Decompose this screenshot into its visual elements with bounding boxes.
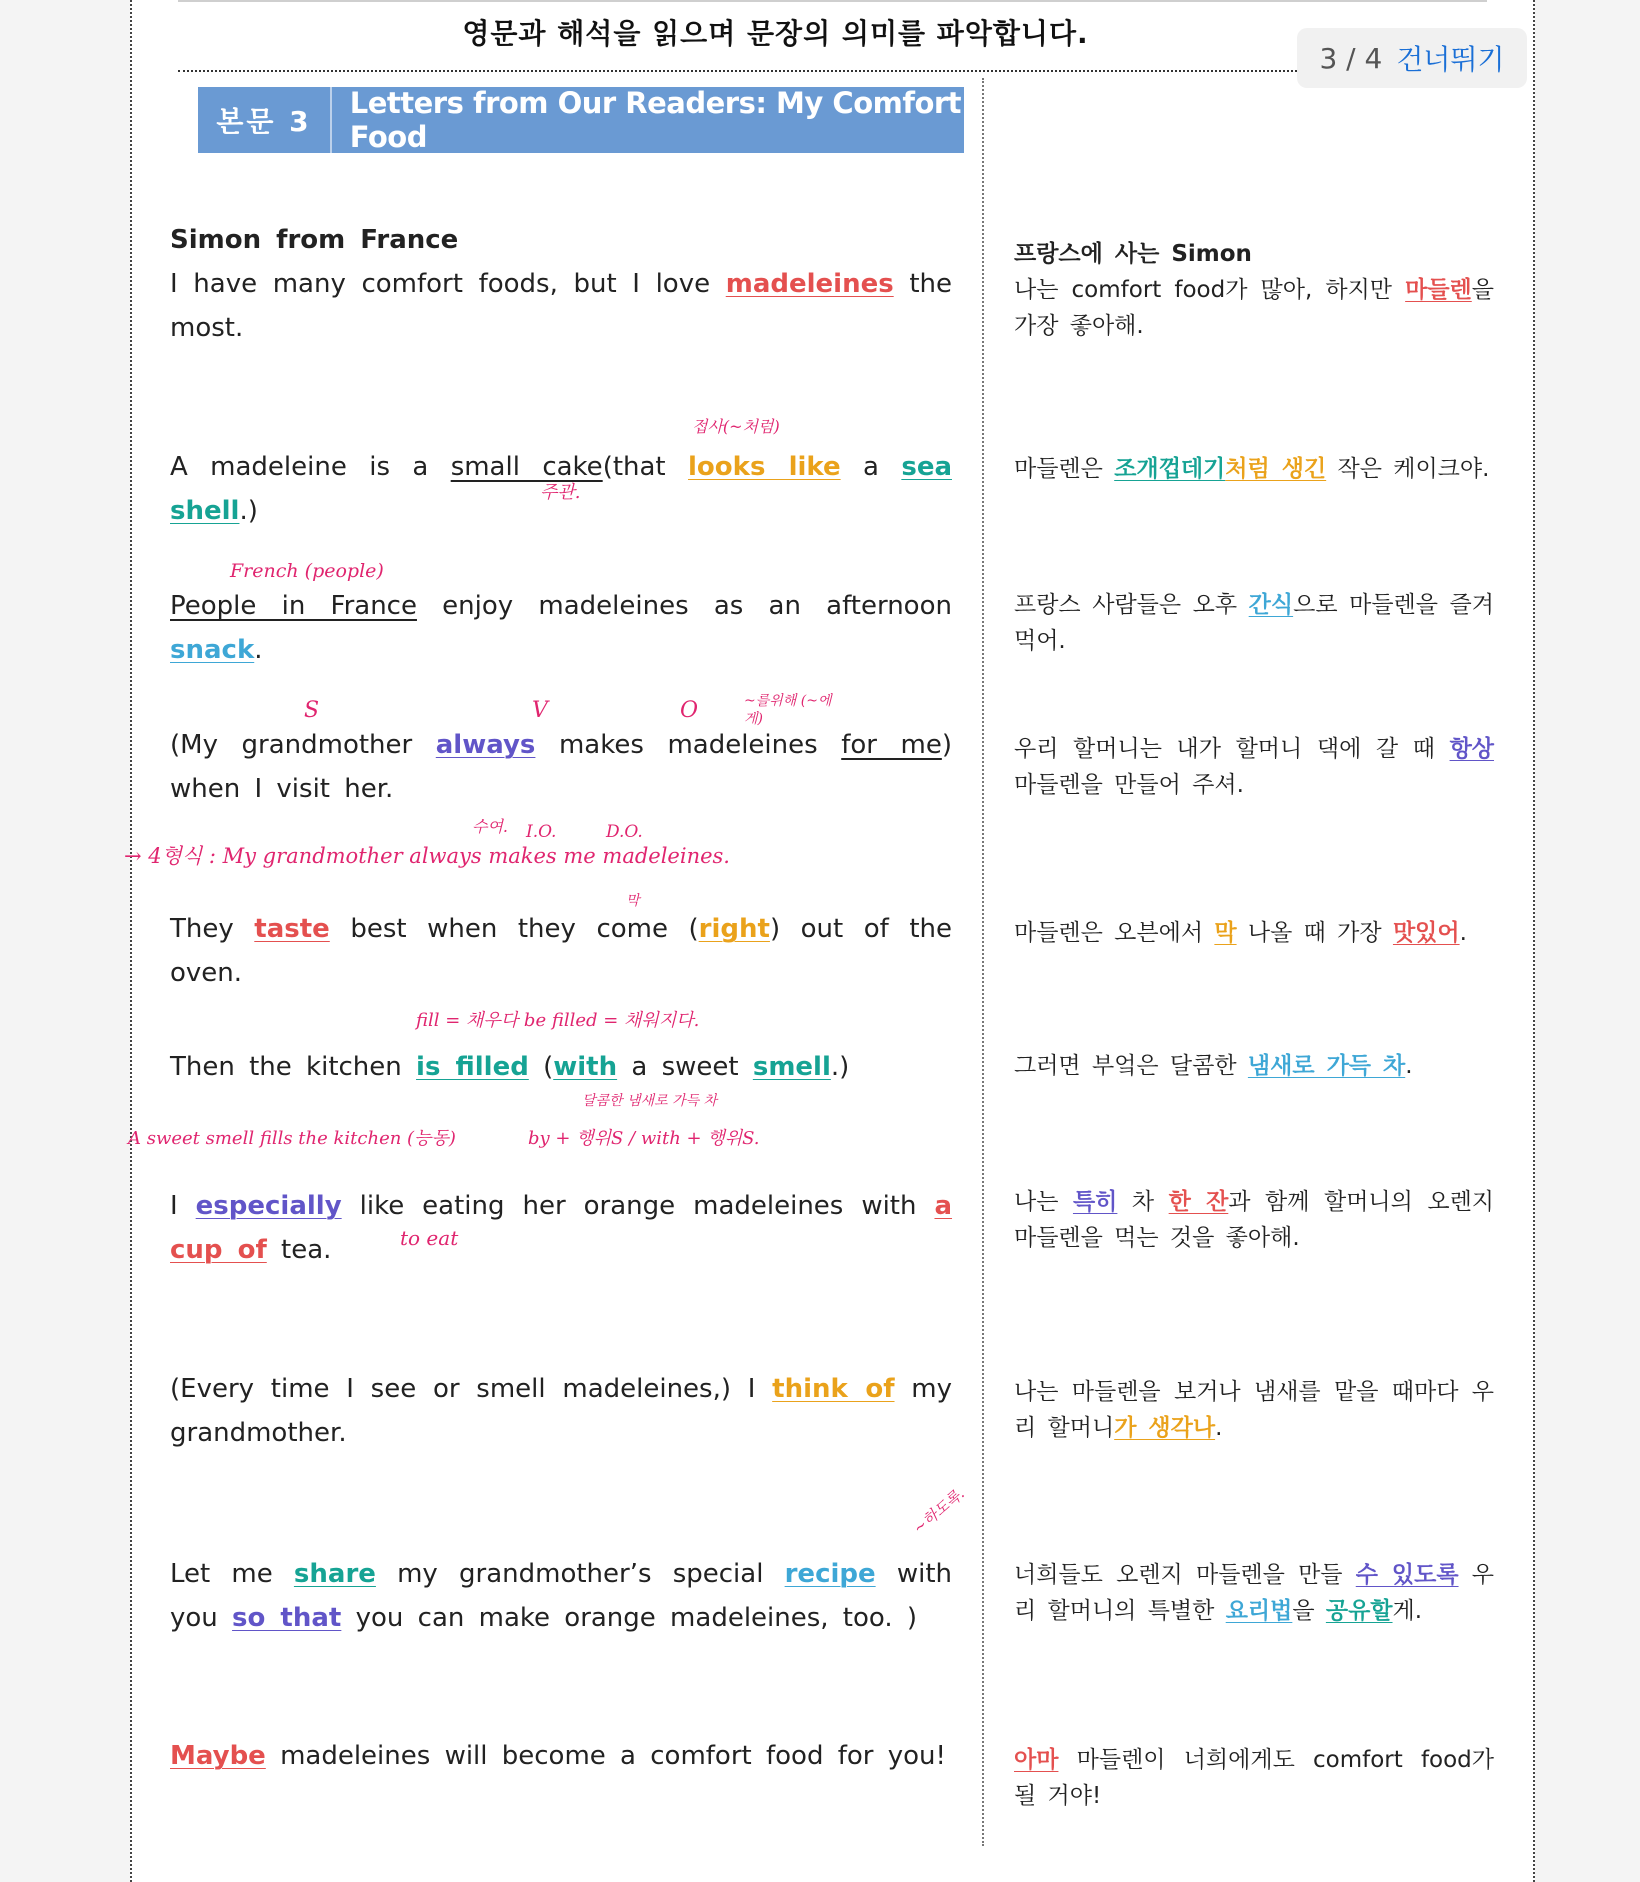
english-sentence-6: Then the kitchen is filled (with a sweet smell.): [170, 1052, 850, 1082]
annotation-subject: S: [304, 698, 320, 723]
english-sentence-1: I have many comfort foods, but I love madeleines the most.: [170, 269, 952, 343]
lesson-number: 본문 3: [216, 105, 312, 138]
annotation-active-voice: A sweet smell fills the kitchen (능동): [128, 1128, 456, 1149]
annotation-indirect-object: I.O.: [526, 822, 557, 842]
korean-sentence-4: 우리 할머니는 내가 할머니 댁에 갈 때 항상 마들렌을 만들어 주셔.: [1014, 736, 1494, 798]
annotation-for-me: ~를위해 (~에게): [744, 693, 832, 727]
korean-sentence-1: 나는 comfort food가 많아, 하지만 마들렌을 가장 좋아해.: [1014, 277, 1494, 339]
instruction-divider: [178, 70, 1373, 72]
instruction-text: 영문과 해석을 읽으며 문장의 의미를 파악합니다.: [462, 17, 1089, 50]
korean-title: 프랑스에 사는 Simon: [1014, 241, 1252, 267]
annotation-fill: fill = 채우다 be filled = 채워지다.: [416, 1010, 700, 1031]
column-divider: [982, 78, 984, 1846]
english-sentence-2: A madeleine is a small cake(that looks like a sea shell.): [170, 452, 952, 526]
annotation-verb: V: [532, 698, 548, 723]
worksheet-page: [124, 0, 1535, 1882]
korean-sentence-10: 아마 마들렌이 너희에게도 comfort food가 될 거야!: [1014, 1747, 1494, 1809]
annotation-by-with: by + 행위S / with + 행위S.: [528, 1128, 760, 1149]
annotation-sweet-smell: 달콤한 냄새로 가득 차: [582, 1093, 718, 1109]
lesson-title: Letters from Our Readers: My Comfort Food: [349, 86, 962, 154]
annotation-relative: 주관.: [540, 482, 581, 503]
korean-sentence-2: 마들렌은 조개껍데기처럼 생긴 작은 케이크야.: [1014, 456, 1490, 482]
english-sentence-10: Maybe madeleines will become a comfort food for you!: [170, 1741, 946, 1771]
skip-button[interactable]: 건너뛰기: [1396, 43, 1505, 76]
annotation-so-that: ~하도록.: [909, 1484, 968, 1538]
korean-sentence-6: 그러면 부엌은 달콤한 냄새로 가득 차.: [1014, 1053, 1413, 1079]
english-sentence-7: I especially like eating her orange madeleines with a cup of tea.: [170, 1191, 953, 1265]
korean-sentence-3: 프랑스 사람들은 오후 간식으로 마들렌을 즐겨 먹어.: [1014, 592, 1494, 654]
lesson-header: [198, 87, 964, 153]
annotation-to-eat: to eat: [400, 1226, 459, 1250]
annotation-like: 접사(~처럼): [692, 417, 780, 436]
english-sentence-5: They taste best when they come (right) out of the oven.: [170, 914, 952, 988]
annotation-direct-object: D.O.: [606, 822, 643, 842]
korean-sentence-5: 마들렌은 오븐에서 막 나올 때 가장 맛있어.: [1014, 920, 1467, 946]
top-rule: [178, 0, 1487, 2]
page-navigator: [1297, 28, 1527, 88]
english-sentence-8: (Every time I see or smell madeleines,) I think of my grandmother.: [170, 1374, 952, 1448]
annotation-french-people: French (people): [230, 560, 384, 582]
korean-sentence-8: 나는 마들렌을 보거나 냄새를 맡을 때마다 우리 할머니가 생각나.: [1014, 1379, 1494, 1441]
korean-sentence-7: 나는 특히 차 한 잔과 함께 할머니의 오렌지 마들렌을 먹는 것을 좋아해.: [1014, 1189, 1495, 1251]
annotation-object: O: [680, 698, 699, 723]
english-title: Simon from France: [170, 225, 459, 255]
page-counter: 3 / 4: [1319, 41, 1383, 75]
annotation-dative: 수여.: [472, 817, 508, 836]
english-sentence-4: (My grandmother always makes madeleines for me) when I visit her.: [170, 730, 952, 804]
korean-sentence-9: 너희들도 오렌지 마들렌을 만들 수 있도록 우리 할머니의 특별한 요리법을 공유할게.: [1014, 1562, 1494, 1624]
annotation-right: 막: [626, 893, 640, 909]
english-sentence-9: Let me share my grandmother’s special recipe with you so that you can make orange madeleines, too. ): [170, 1559, 952, 1633]
english-sentence-3: People in France enjoy madeleines as an afternoon snack.: [170, 591, 952, 665]
annotation-fourth-form: → 4형식 : My grandmother always makes me madeleines.: [124, 844, 730, 868]
